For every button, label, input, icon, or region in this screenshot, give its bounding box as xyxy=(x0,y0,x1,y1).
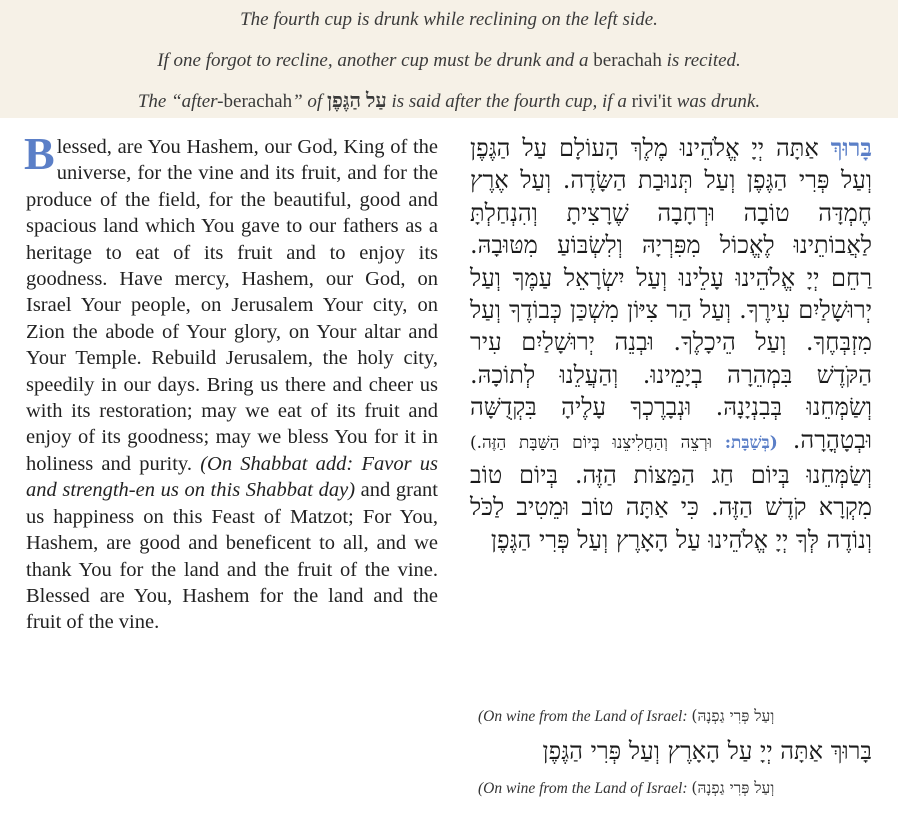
instruction-line-1 xyxy=(0,8,898,32)
instruction-term: rivi'it xyxy=(631,91,672,112)
hebrew-text xyxy=(470,132,872,556)
instruction-text: ” of xyxy=(292,91,327,112)
note-text: (On wine from the Land of Israel: xyxy=(478,780,692,797)
english-body: and grant us happiness on this Feast of Matzot; For You, Hashem, are good and beneficent to all, and we thank You for the land and the fruit of the vine. Blessed are You, Hashem for the land and the fruit of the vine. xyxy=(26,479,438,634)
instruction-term: berachah xyxy=(593,50,662,71)
israel-wine-note xyxy=(478,707,774,726)
shabbat-addition: (On Shabbat add: Favor us and strength-en us on this Shabbat day) xyxy=(26,452,438,502)
note-hebrew: וְעַל פְּרִי גַפְנָהּ) xyxy=(691,707,775,725)
instruction-term: berachah xyxy=(223,91,293,112)
israel-wine-note xyxy=(478,779,774,798)
instruction-line-3 xyxy=(0,89,898,114)
hebrew-closing-blessing xyxy=(470,735,872,767)
hebrew-body: וְשַׂמְּחֵנוּ בְּיוֹם חַג הַמַּצּוֹת הַזֶּה. בְּיוֹם טוֹב מִקְרָא קֹדֶשׁ הַזֶּה. כִּי אַתָּה טוֹב וּמֵטִיב לַכֹּל וְנוֹדֶה לְּךָ יְיָ אֱלֹהֵינוּ עַל הָאָרֶץ וְעַל פְּרִי הַגֶּפֶן xyxy=(470,461,872,554)
instruction-text: If one forgot to recline, another cup must be drunk and a xyxy=(157,50,594,71)
instruction-hebrew-term: עַל הַגֶּפֶן xyxy=(326,90,387,112)
shabbat-label: (בְּשַׁבָּת: xyxy=(724,432,778,453)
instruction-text: is said after the fourth cup, if a xyxy=(386,91,632,112)
hebrew-body: אַתָּה יְיָ אֱלֹהֵינוּ מֶלֶךְ הָעוֹלָם עַל הַגֶּפֶן וְעַל פְּרִי הַגֶּפֶן וְעַל תְּנוּבַת הַשָּׂדֶה. וְעַל אֶרֶץ חֶמְדָּה טוֹבָה וּרְחָבָה שֶׁרָצִיתָ וְהִנְחַלְתָּ לַאֲבוֹתֵינוּ לֶאֱכוֹל מִפִּרְיָהּ וְלִשְׂבּוֹעַ מִטּוּבָהּ. רַחֵם יְיָ אֱלֹהֵינוּ עָלֵינוּ וְעַל יִשְׂרָאֵל עַמֶּךָ וְעַל יְרוּשָׁלַיִם עִירֶךָ. וְעַל הַר צִיּוֹן מִשְׁכַּן כְּבוֹדֶךָ וְעַל מִזְבְּחֶךָ. וְעַל הֵיכָלֶךָ. וּבְנֵה יְרוּשָׁלַיִם עִיר הַקֹּדֶשׁ בִּמְהֵרָה בְיָמֵינוּ. וְהַעֲלֵנוּ לְתוֹכָהּ. וְשַׂמְּחֵנוּ בְּבִנְיָנָהּ. וּנְבָרֶכְךָ עָלֶיהָ בִּקְדֻשָּׁה וּבְטָהֳרָה. xyxy=(470,134,873,454)
hebrew-closing-text: בָּרוּךְ אַתָּה יְיָ עַל הָאָרֶץ וְעַל פְּרִי הַגֶּפֶן xyxy=(542,737,872,765)
hebrew-first-word: בָּרוּךְ xyxy=(830,133,872,162)
instructions-header xyxy=(0,0,898,118)
drop-cap: B xyxy=(24,128,55,179)
instruction-text: The “after- xyxy=(137,91,224,112)
note-text: (On wine from the Land of Israel: xyxy=(478,708,692,725)
english-translation xyxy=(24,128,438,636)
note-hebrew: וְעַל פְּרִי גַפְנָהּ) xyxy=(691,779,775,797)
shabbat-hebrew-addition: וּרְצֵה וְהַחֲלִיצֵנוּ בְּיוֹם הַשַּׁבָּת הַזֶּה.) xyxy=(470,432,725,453)
instruction-line-2 xyxy=(0,49,898,73)
instruction-text: was drunk. xyxy=(671,91,761,112)
english-body: lessed, are You Hashem, our God, King of the universe, for the vine and its fruit, and for the produce of the field, for the beautiful, good and spacious land which You gave to our fathers as a heritage to eat of its fruit and to enjoy its goodness. Have mercy, Hashem, our God, on Israel Your people, on Jerusalem Your city, on Zion the abode of Your glory, on Your altar and Your Temple. Rebuild Jerusalem, the holy city, speedily in our days. Bring us there and cheer us with its restoration; may we eat of its fruit and enjoy of its goodness; may we bless You for it in holiness and purity. xyxy=(26,136,438,475)
instruction-text: The fourth cup is drunk while reclining on the left side. xyxy=(240,9,658,30)
instruction-text: is recited. xyxy=(661,50,741,71)
